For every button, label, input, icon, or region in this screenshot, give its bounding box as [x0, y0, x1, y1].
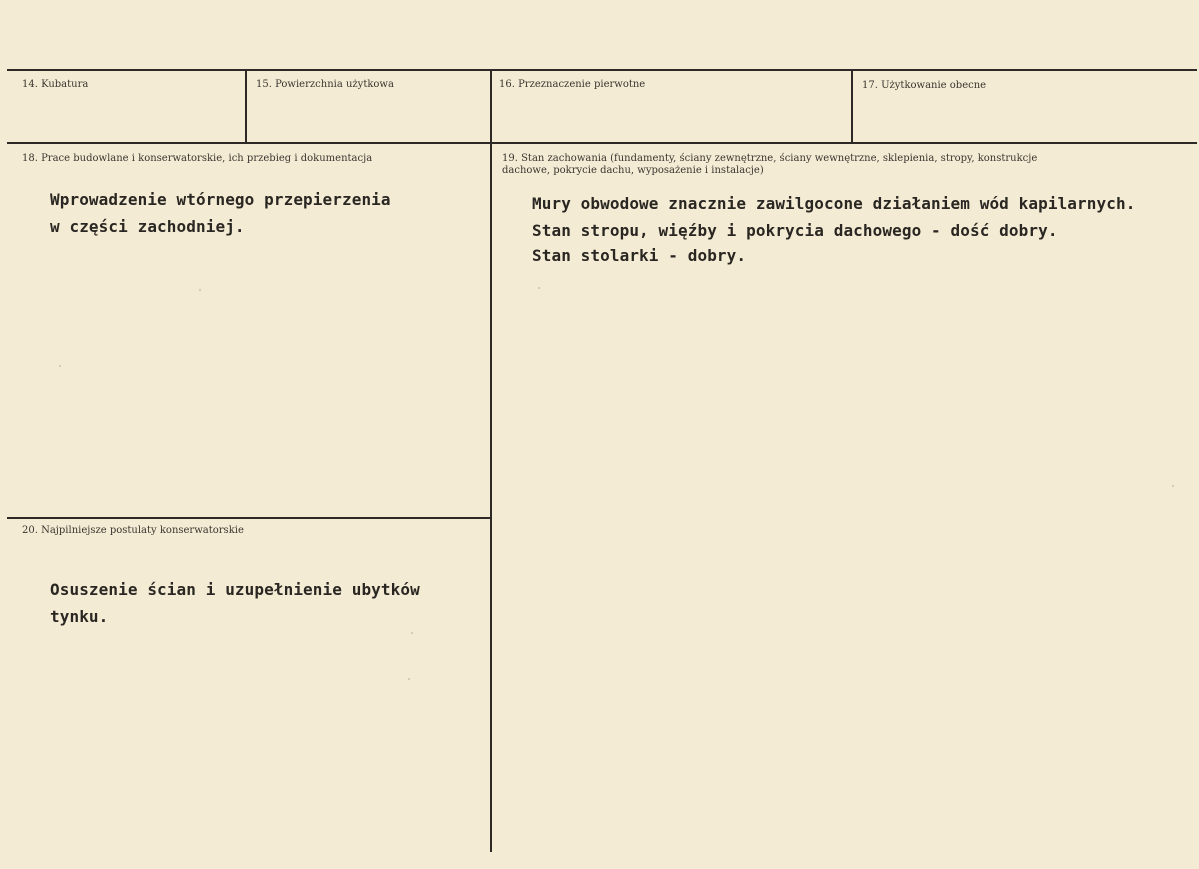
field16-label: 16. Przeznaczenie pierwotne	[499, 79, 646, 90]
field18-label: 18. Prace budowlane i konserwatorskie, ich przebieg i dokumentacja	[22, 153, 373, 164]
middle-horizontal-rule	[7, 142, 1197, 144]
field15-label: 15. Powierzchnia użytkowa	[256, 79, 394, 90]
field15-16-divider	[490, 69, 492, 144]
field19-line-3: Stan stolarki - dobry.	[532, 246, 747, 265]
field19-label: 19. Stan zachowania (fundamenty, ściany zewnętrzne, ściany wewnętrzne, sklepienia, stropy, konstrukcje dachowe, pokrycie dachu, wyposażenie i instalacje)	[502, 153, 1038, 176]
field14-15-divider	[245, 69, 247, 144]
field18-line-1: Wprowadzenie wtórnego przepierzenia	[50, 190, 391, 209]
paper-speck	[199, 289, 201, 291]
paper-speck	[408, 678, 410, 680]
field19-line-1: Mury obwodowe znacznie zawilgocone działaniem wód kapilarnych.	[532, 194, 1136, 213]
paper-speck	[59, 365, 61, 367]
field19-line-2: Stan stropu, więźby i pokrycia dachowego - dość dobry.	[532, 221, 1058, 240]
field16-17-divider	[851, 69, 853, 144]
paper-speck	[538, 287, 540, 289]
top-horizontal-rule	[7, 69, 1197, 71]
field20-line-1: Osuszenie ścian i uzupełnienie ubytków	[50, 580, 420, 599]
paper-speck	[411, 632, 413, 634]
paper-speck	[1172, 485, 1174, 487]
left-column-divider-rule	[7, 517, 491, 519]
field20-line-2: tynku.	[50, 607, 109, 626]
field14-label: 14. Kubatura	[22, 79, 89, 90]
main-vertical-divider	[490, 142, 492, 852]
field20-label: 20. Najpilniejsze postulaty konserwatorskie	[22, 525, 244, 536]
field18-line-2: w części zachodniej.	[50, 217, 245, 236]
field17-label: 17. Użytkowanie obecne	[862, 80, 987, 91]
